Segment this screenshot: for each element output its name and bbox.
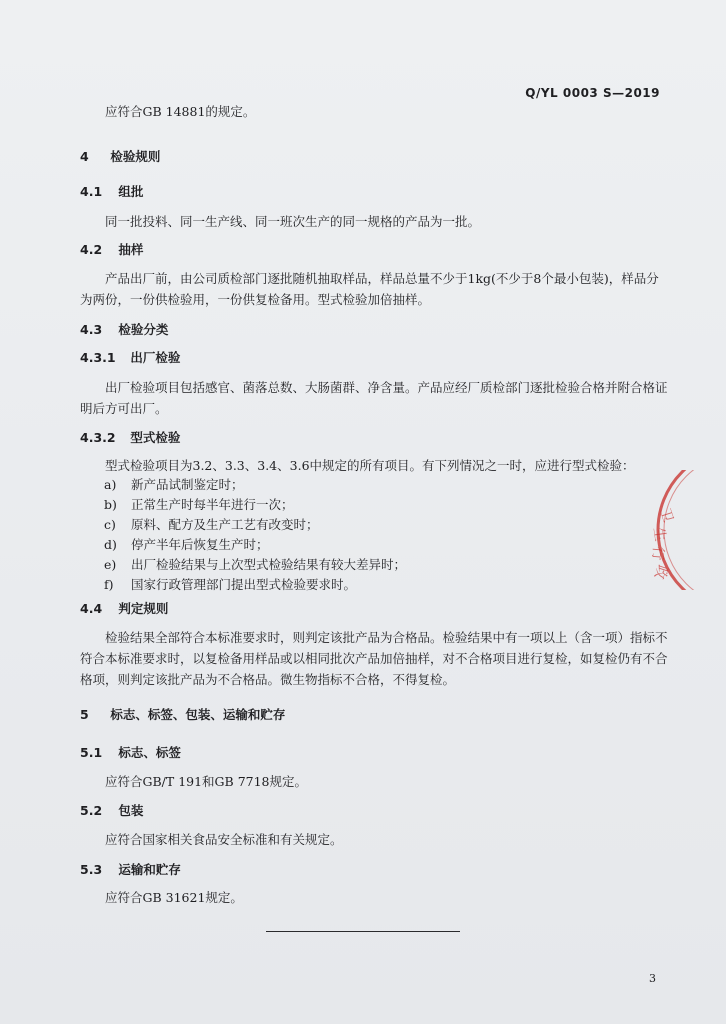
list-item-label: b)	[104, 497, 117, 512]
svg-text:行: 行	[648, 545, 666, 561]
list-item-text: 国家行政管理部门提出型式检验要求时。	[131, 577, 357, 592]
list-item-text: 新产品试制鉴定时；	[131, 477, 244, 492]
document-code: Q/YL 0003 S—2019	[525, 86, 660, 100]
section-title: 组批	[118, 184, 144, 199]
section-title: 型式检验	[130, 430, 181, 445]
section-5-heading	[80, 705, 285, 723]
section-4-3-1-heading	[80, 348, 180, 366]
section-title: 标志、标签、包装、运输和贮存	[110, 707, 286, 722]
section-4-3-heading	[80, 320, 168, 338]
section-4-3-2-text: 型式检验项目为3.2、3.3、3.4、3.6中规定的所有项目。有下列情况之一时，应进行型式检验：	[105, 458, 635, 473]
section-number: 5.2	[80, 803, 103, 818]
section-4-4-heading	[80, 599, 168, 617]
section-number: 4.3	[80, 322, 103, 337]
list-item	[104, 575, 664, 595]
section-title: 抽样	[118, 242, 144, 257]
section-4-4-text: 检验结果全部符合本标准要求时，则判定该批产品为合格品。检验结果中有一项以上（含一项）指标不符合本标准要求时，以复检备用样品或以相同批次产品加倍抽样，对不合格项目进行复检，如复检仍有不合格项，则判定该批产品为不合格品。微生物指标不合格，不得复检。	[80, 630, 668, 687]
list-item	[104, 555, 664, 575]
list-item-text: 正常生产时每半年进行一次；	[131, 497, 294, 512]
section-5-2-text: 应符合国家相关食品安全标准和有关规定。	[105, 832, 343, 847]
list-item	[104, 535, 664, 555]
section-4-2-heading	[80, 240, 143, 258]
svg-text:政: 政	[650, 562, 671, 582]
list-item	[104, 515, 664, 535]
official-seal-stamp	[640, 470, 726, 590]
section-title: 判定规则	[118, 601, 169, 616]
page-number: 3	[649, 972, 656, 985]
section-number: 5.1	[80, 745, 103, 760]
svg-text:生: 生	[650, 526, 668, 543]
section-title: 检验规则	[110, 149, 161, 164]
section-title: 包装	[118, 803, 144, 818]
inspection-conditions-list	[104, 475, 664, 595]
section-title: 检验分类	[118, 322, 169, 337]
list-item-text: 停产半年后恢复生产时；	[131, 537, 269, 552]
section-5-1-text: 应符合GB/T 191和GB 7718规定。	[105, 774, 308, 789]
section-5-2-heading	[80, 801, 143, 819]
list-item	[104, 475, 664, 495]
end-of-document-rule	[266, 931, 460, 932]
section-5-3-text: 应符合GB 31621规定。	[105, 890, 243, 905]
intro-paragraph: 应符合GB 14881的规定。	[105, 104, 256, 119]
section-number: 5.3	[80, 862, 103, 877]
list-item-text: 原料、配方及生产工艺有改变时；	[131, 517, 319, 532]
section-title: 标志、标签	[118, 745, 181, 760]
section-4-2-text: 产品出厂前，由公司质检部门逐批随机抽取样品，样品总量不少于1kg(不少于8个最小包装)，样品分为两份，一份供检验用，一份供复检备用。型式检验加倍抽样。	[80, 271, 659, 307]
section-4-3-1-text: 出厂检验项目包括感官、菌落总数、大肠菌群、净含量。产品应经厂质检部门逐批检验合格并附合格证明后方可出厂。	[80, 380, 668, 416]
section-number: 4.1	[80, 184, 103, 199]
section-title: 出厂检验	[130, 350, 181, 365]
list-item-label: c)	[104, 517, 116, 532]
section-5-1-heading	[80, 743, 181, 761]
section-number: 4.3.1	[80, 350, 116, 365]
list-item-label: d)	[104, 537, 117, 552]
section-title: 运输和贮存	[118, 862, 181, 877]
section-number: 4.3.2	[80, 430, 116, 445]
section-4-heading	[80, 147, 160, 165]
section-5-3-heading	[80, 860, 181, 878]
section-number: 4.4	[80, 601, 103, 616]
section-number: 4	[80, 149, 89, 164]
section-number: 4.2	[80, 242, 103, 257]
list-item	[104, 495, 664, 515]
section-4-3-2-heading	[80, 428, 180, 446]
section-number: 5	[80, 707, 89, 722]
list-item-label: a)	[104, 477, 117, 492]
section-4-1-heading	[80, 182, 143, 200]
list-item-label: e)	[104, 557, 117, 572]
svg-text:卫: 卫	[656, 506, 676, 525]
section-4-1-text: 同一批投料、同一生产线、同一班次生产的同一规格的产品为一批。	[105, 214, 481, 229]
list-item-label: f)	[104, 577, 114, 592]
list-item-text: 出厂检验结果与上次型式检验结果有较大差异时；	[131, 557, 407, 572]
